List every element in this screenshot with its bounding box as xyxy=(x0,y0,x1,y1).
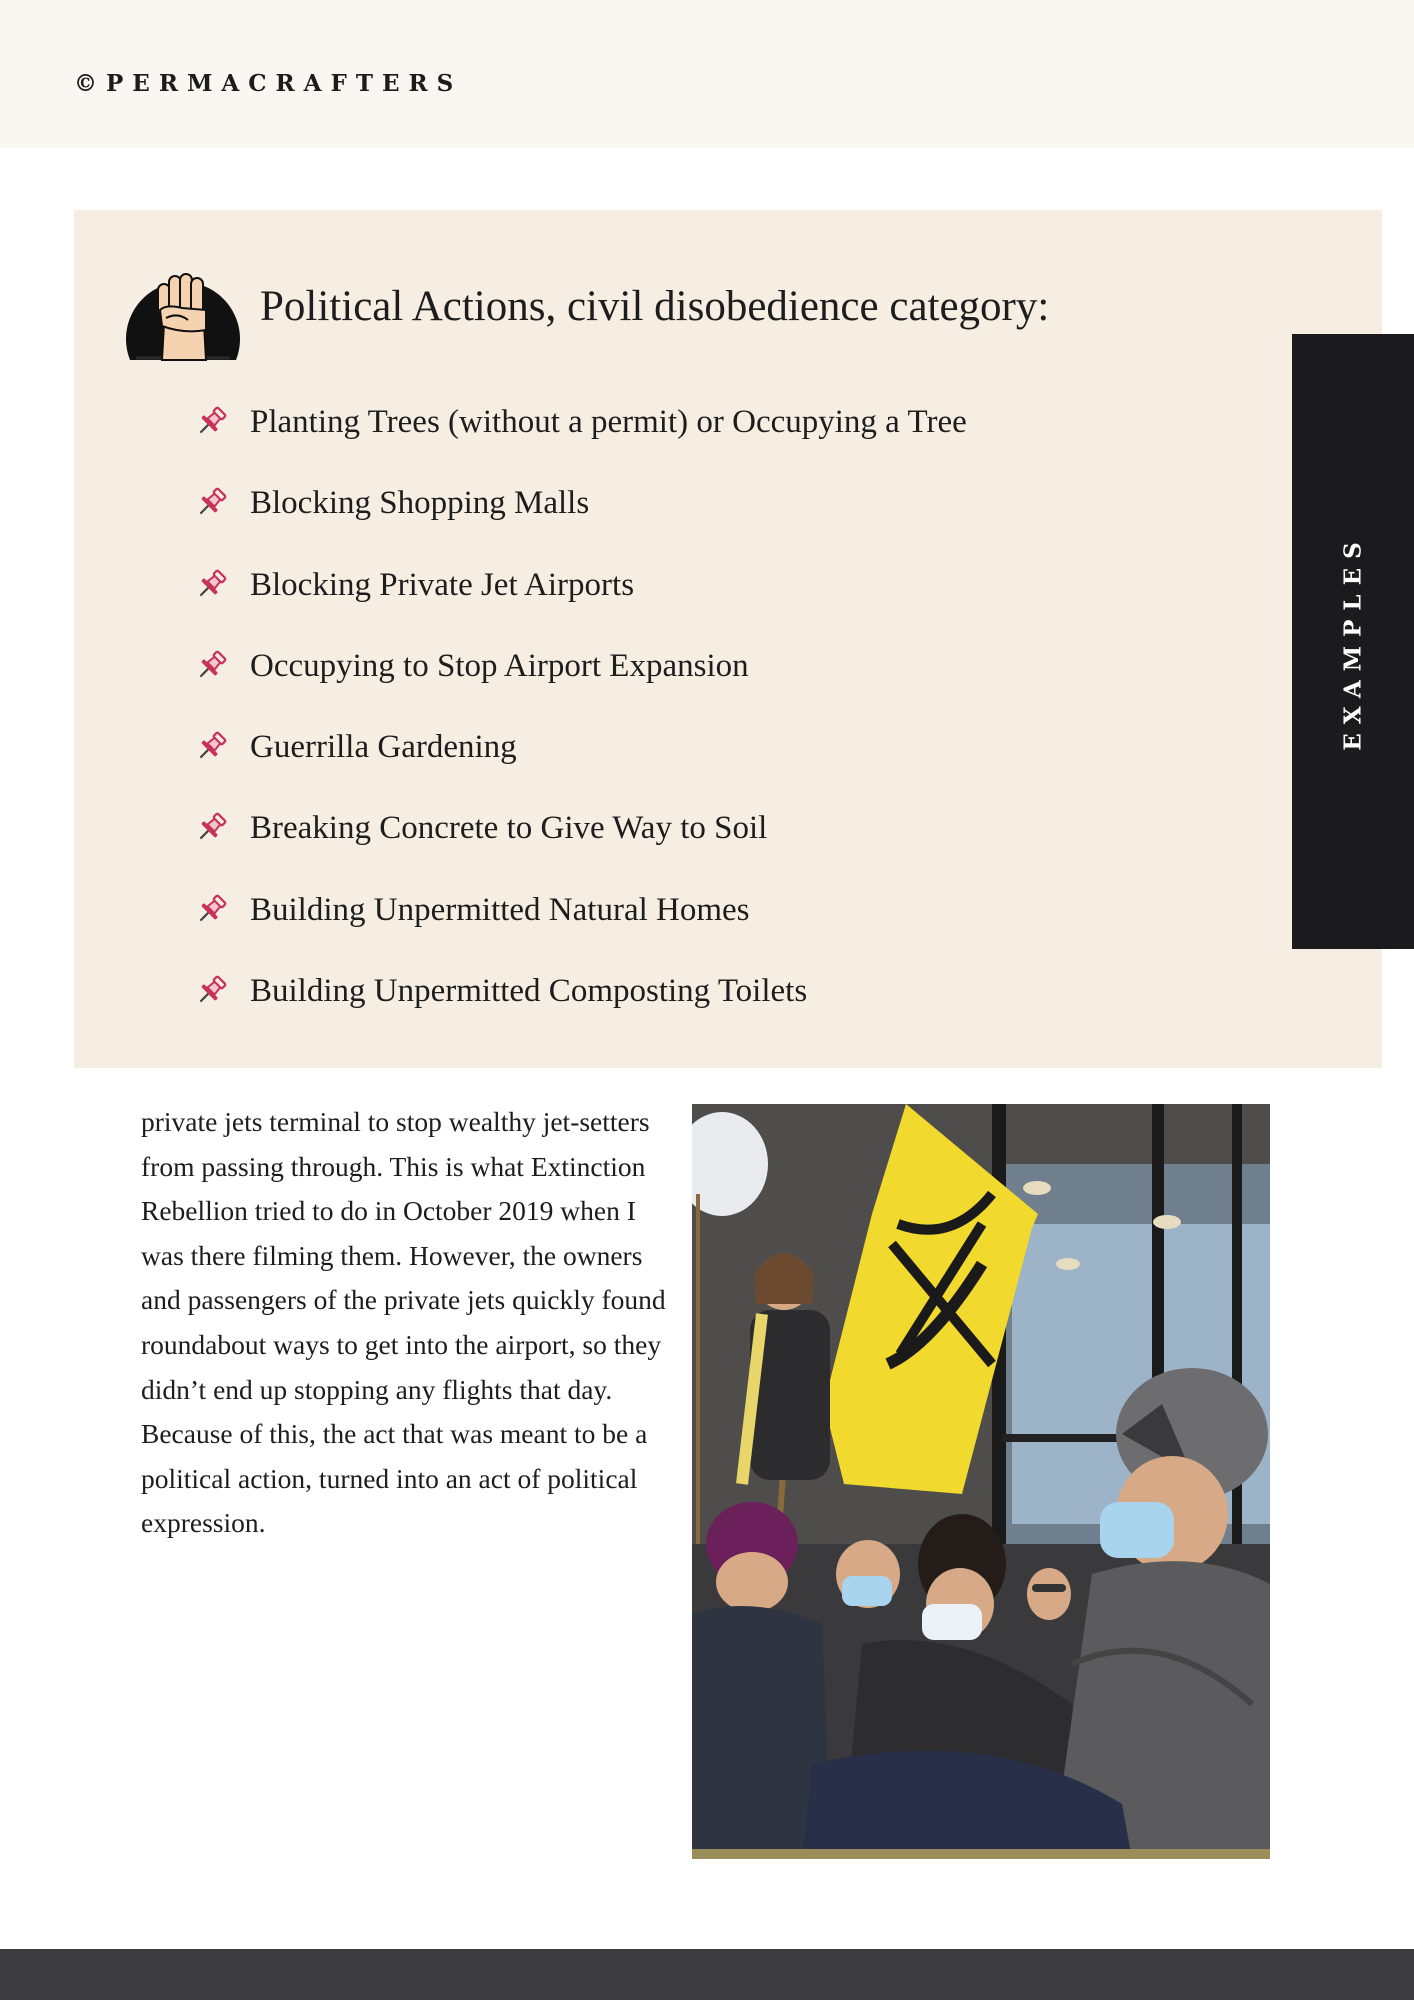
pushpin-icon xyxy=(194,974,228,1008)
pushpin-icon xyxy=(194,486,228,520)
header-bar xyxy=(0,0,1414,148)
protesters-with-flag-photo xyxy=(692,1104,1270,1859)
examples-side-tab xyxy=(1292,334,1414,949)
side-tab-label: EXAMPLES xyxy=(1339,532,1367,751)
list-item xyxy=(194,397,967,447)
list-item xyxy=(194,560,634,610)
list-item-label: Guerrilla Gardening xyxy=(250,728,517,765)
list-item xyxy=(194,885,750,935)
pushpin-icon xyxy=(194,649,228,683)
list-item-label: Occupying to Stop Airport Expansion xyxy=(250,647,749,684)
list-item-label: Blocking Private Jet Airports xyxy=(250,566,635,603)
list-item-label: Building Unpermitted Composting Toilets xyxy=(250,972,808,1009)
examples-panel xyxy=(74,210,1382,1068)
pushpin-icon xyxy=(194,568,228,602)
panel-title: Political Actions, civil disobedience category: xyxy=(260,283,1050,330)
examples-list xyxy=(74,210,1382,1068)
list-item xyxy=(194,803,767,853)
list-item-label: Breaking Concrete to Give Way to Soil xyxy=(250,809,768,846)
list-item xyxy=(194,966,807,1016)
list-item xyxy=(194,722,517,772)
list-item-label: Planting Trees (without a permit) or Occupying a Tree xyxy=(250,403,967,440)
pushpin-icon xyxy=(194,405,228,439)
brand-name: ©PERMACRAFTERS xyxy=(74,70,463,97)
footer-bar xyxy=(0,1949,1414,2000)
list-item-label: Blocking Shopping Malls xyxy=(250,484,590,521)
body-paragraph: private jets terminal to stop wealthy jet-setters from passing through. This is what Extinction Rebellion tried to do in October 2019 when I was there filming them. However, the owners and passengers of the private jets quickly found roundabout ways to get into the airport, so they didn’t end up stopping any flights that day. Because of this, the act that was meant to be a political action, turned into an act of political expression. xyxy=(141,1106,666,1539)
list-item-label: Building Unpermitted Natural Homes xyxy=(250,891,750,928)
list-item xyxy=(194,478,589,528)
list-item xyxy=(194,641,749,691)
pushpin-icon xyxy=(194,811,228,845)
pushpin-icon xyxy=(194,893,228,927)
pushpin-icon xyxy=(194,730,228,764)
